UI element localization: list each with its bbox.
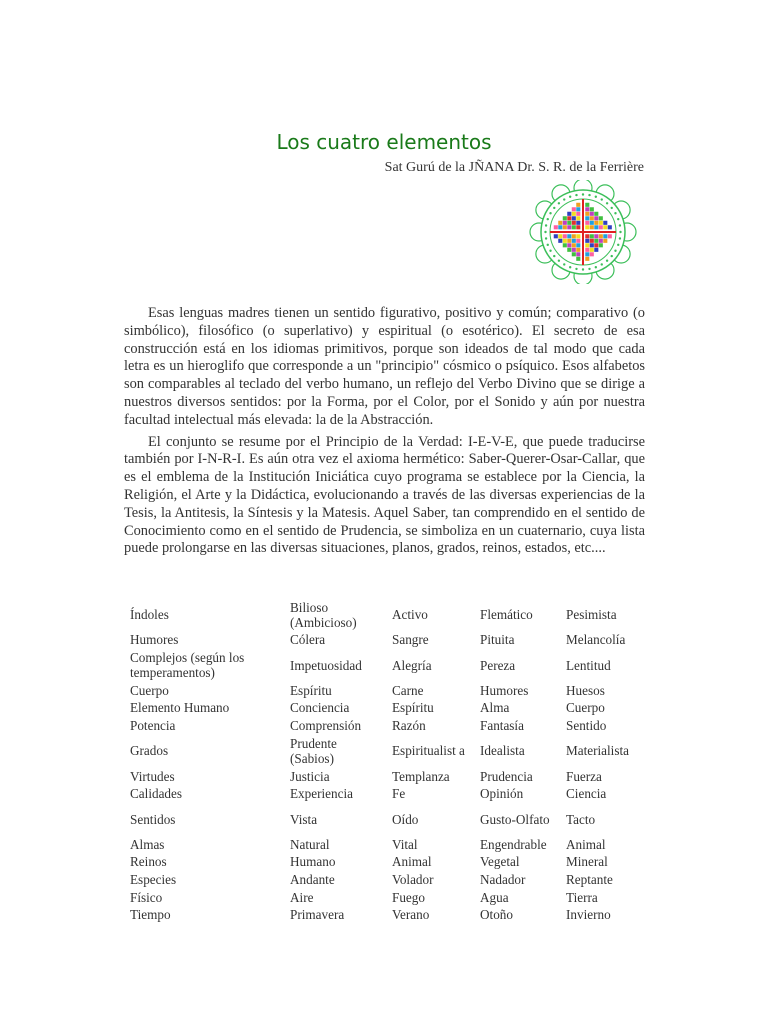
table-cell: Alegría [392, 657, 432, 673]
table-cell: Prudencia [480, 768, 533, 784]
table-cell: Cuerpo [566, 700, 605, 716]
table-cell: Opinión [480, 786, 524, 802]
table-cell: Aire [290, 889, 314, 905]
table-row [124, 785, 640, 803]
page-title: Los cuatro elementos [276, 130, 492, 154]
elements-table [124, 598, 640, 924]
table-cell: Sentido [566, 718, 607, 734]
table-cell: Humores [130, 632, 179, 648]
table-cell: Fuego [392, 889, 425, 905]
table-cell: Andante [290, 872, 335, 888]
table-cell: Prudente (Sabios) [290, 735, 337, 766]
table-cell: Almas [130, 836, 165, 852]
table-row [124, 803, 640, 836]
table-row [124, 853, 640, 871]
table-cell: Reptante [566, 872, 613, 888]
table-cell: Invierno [566, 907, 611, 923]
table-cell: Espíritu [392, 700, 434, 716]
table-row [124, 906, 640, 924]
table-cell: Experiencia [290, 786, 353, 802]
mandala-emblem-icon [520, 180, 646, 284]
table-cell: Índoles [130, 607, 169, 622]
table-cell: Vegetal [480, 854, 520, 870]
table-cell: Otoño [480, 907, 513, 923]
paragraph-1: Esas lenguas madres tienen un sentido figurativo, positivo y común; comparativo (o simbólico), filosófico (o superlativo) y espiritual (o esotérico). El secreto de esa construcción está en los idiomas primitivos, porque son ideados de tal modo que cada letra es un hieroglifo que corresponde a un "principio" cósmico o psíquico. Esos alfabetos son comparables al teclado del verbo humano, un reflejo del Verbo Divino que se dirige a nuestros diversos sentidos: por la Forma, por el Color, por el Sonido y aún por nuestra facultad intelectual más elevada: la de la Abstracción. [124, 305, 645, 428]
table-cell: Oído [392, 811, 419, 827]
table-cell: Calidades [130, 786, 183, 802]
table-row [124, 598, 640, 631]
table-row [124, 767, 640, 785]
table-cell: Sangre [392, 632, 429, 648]
table-cell: Conciencia [290, 700, 350, 716]
table-cell: Cólera [290, 632, 326, 648]
table-cell: Materialista [566, 743, 629, 759]
table-row [124, 699, 640, 717]
table-cell: Animal [566, 836, 606, 852]
table-cell: Pituita [480, 632, 515, 648]
table-cell: Reinos [130, 854, 167, 870]
table-cell: Primavera [290, 907, 345, 923]
table-cell: Flemático [480, 607, 533, 622]
table-cell: Potencia [130, 718, 176, 734]
author-line: Sat Gurú de la JÑANA Dr. S. R. de la Ferrière [384, 160, 644, 175]
table-row [124, 682, 640, 700]
table-cell: Natural [290, 836, 330, 852]
table-cell: Bilioso (Ambicioso) [290, 599, 357, 630]
table-cell: Volador [392, 872, 434, 888]
table-cell: Espíritu [290, 682, 332, 698]
table-cell: Engendrable [480, 836, 547, 852]
table-cell: Físico [130, 889, 163, 905]
table-cell: Carne [392, 682, 424, 698]
table-cell: Fe [392, 786, 406, 802]
table-cell: Complejos (según los temperamentos) [130, 650, 245, 681]
table-cell: Razón [392, 718, 426, 734]
paragraph-2: El conjunto se resume por el Principio de la Verdad: I-E-V-E, que puede traducirse también por I-N-R-I. Es aún otra vez el axioma hermético: Saber-Querer-Osar-Callar, que es el emblema de la Institución Iniciática cuyo programa se establece por la Ciencia, la Religión, el Arte y la Didáctica, evolucionando a través de las diversas experiencias de la Tesis, la Antitesis, la Síntesis y la Matesis. Aquel Saber, tan comprendido en el sentido de Conocimiento como en el sentido de Prudencia, se simboliza en un cuaternario, cuya lista puede prolongarse en las diversas situaciones, planos, grados, reinos, estados, etc.... [124, 433, 645, 557]
table-cell: Huesos [566, 682, 605, 698]
table-cell: Humano [290, 854, 336, 870]
table-cell: Mineral [566, 854, 608, 870]
table-cell: Lentitud [566, 657, 611, 673]
table-cell: Fuerza [566, 768, 602, 784]
table-cell: Pereza [480, 657, 516, 673]
table-cell: Templanza [392, 768, 450, 784]
table-row [124, 649, 640, 682]
table-cell: Vital [392, 836, 418, 852]
table-cell: Alma [480, 700, 510, 716]
table-cell: Animal [392, 854, 432, 870]
table-cell: Agua [480, 889, 509, 905]
table-cell: Tiempo [130, 907, 171, 923]
table-cell: Comprensión [290, 718, 362, 734]
table-cell: Sentidos [130, 811, 176, 827]
table-cell: Humores [480, 682, 529, 698]
table-row [124, 888, 640, 906]
table-cell: Melancolía [566, 632, 626, 648]
body-text [124, 305, 645, 562]
table-row [124, 717, 640, 735]
table-cell: Nadador [480, 872, 526, 888]
table-cell: Idealista [480, 743, 525, 759]
table-cell: Tierra [566, 889, 598, 905]
table-cell: Espiritualist a [392, 743, 465, 759]
table-row [124, 734, 640, 767]
table-cell: Justicia [290, 768, 330, 784]
table-cell: Virtudes [130, 768, 175, 784]
table-cell: Verano [392, 907, 430, 923]
table-cell: Cuerpo [130, 682, 169, 698]
table-cell: Vista [290, 811, 318, 827]
table-row [124, 631, 640, 649]
table-cell: Elemento Humano [130, 700, 230, 716]
table-cell: Especies [130, 872, 177, 888]
table-cell: Grados [130, 743, 169, 759]
table-row [124, 836, 640, 854]
table-cell: Pesimista [566, 607, 617, 622]
table-cell: Tacto [566, 811, 596, 827]
table-cell: Activo [392, 607, 428, 622]
table-cell: Ciencia [566, 786, 607, 802]
table-row [124, 871, 640, 889]
table-cell: Gusto-Olfato [480, 811, 550, 827]
table-cell: Impetuosidad [290, 657, 362, 673]
table-cell: Fantasía [480, 718, 524, 734]
